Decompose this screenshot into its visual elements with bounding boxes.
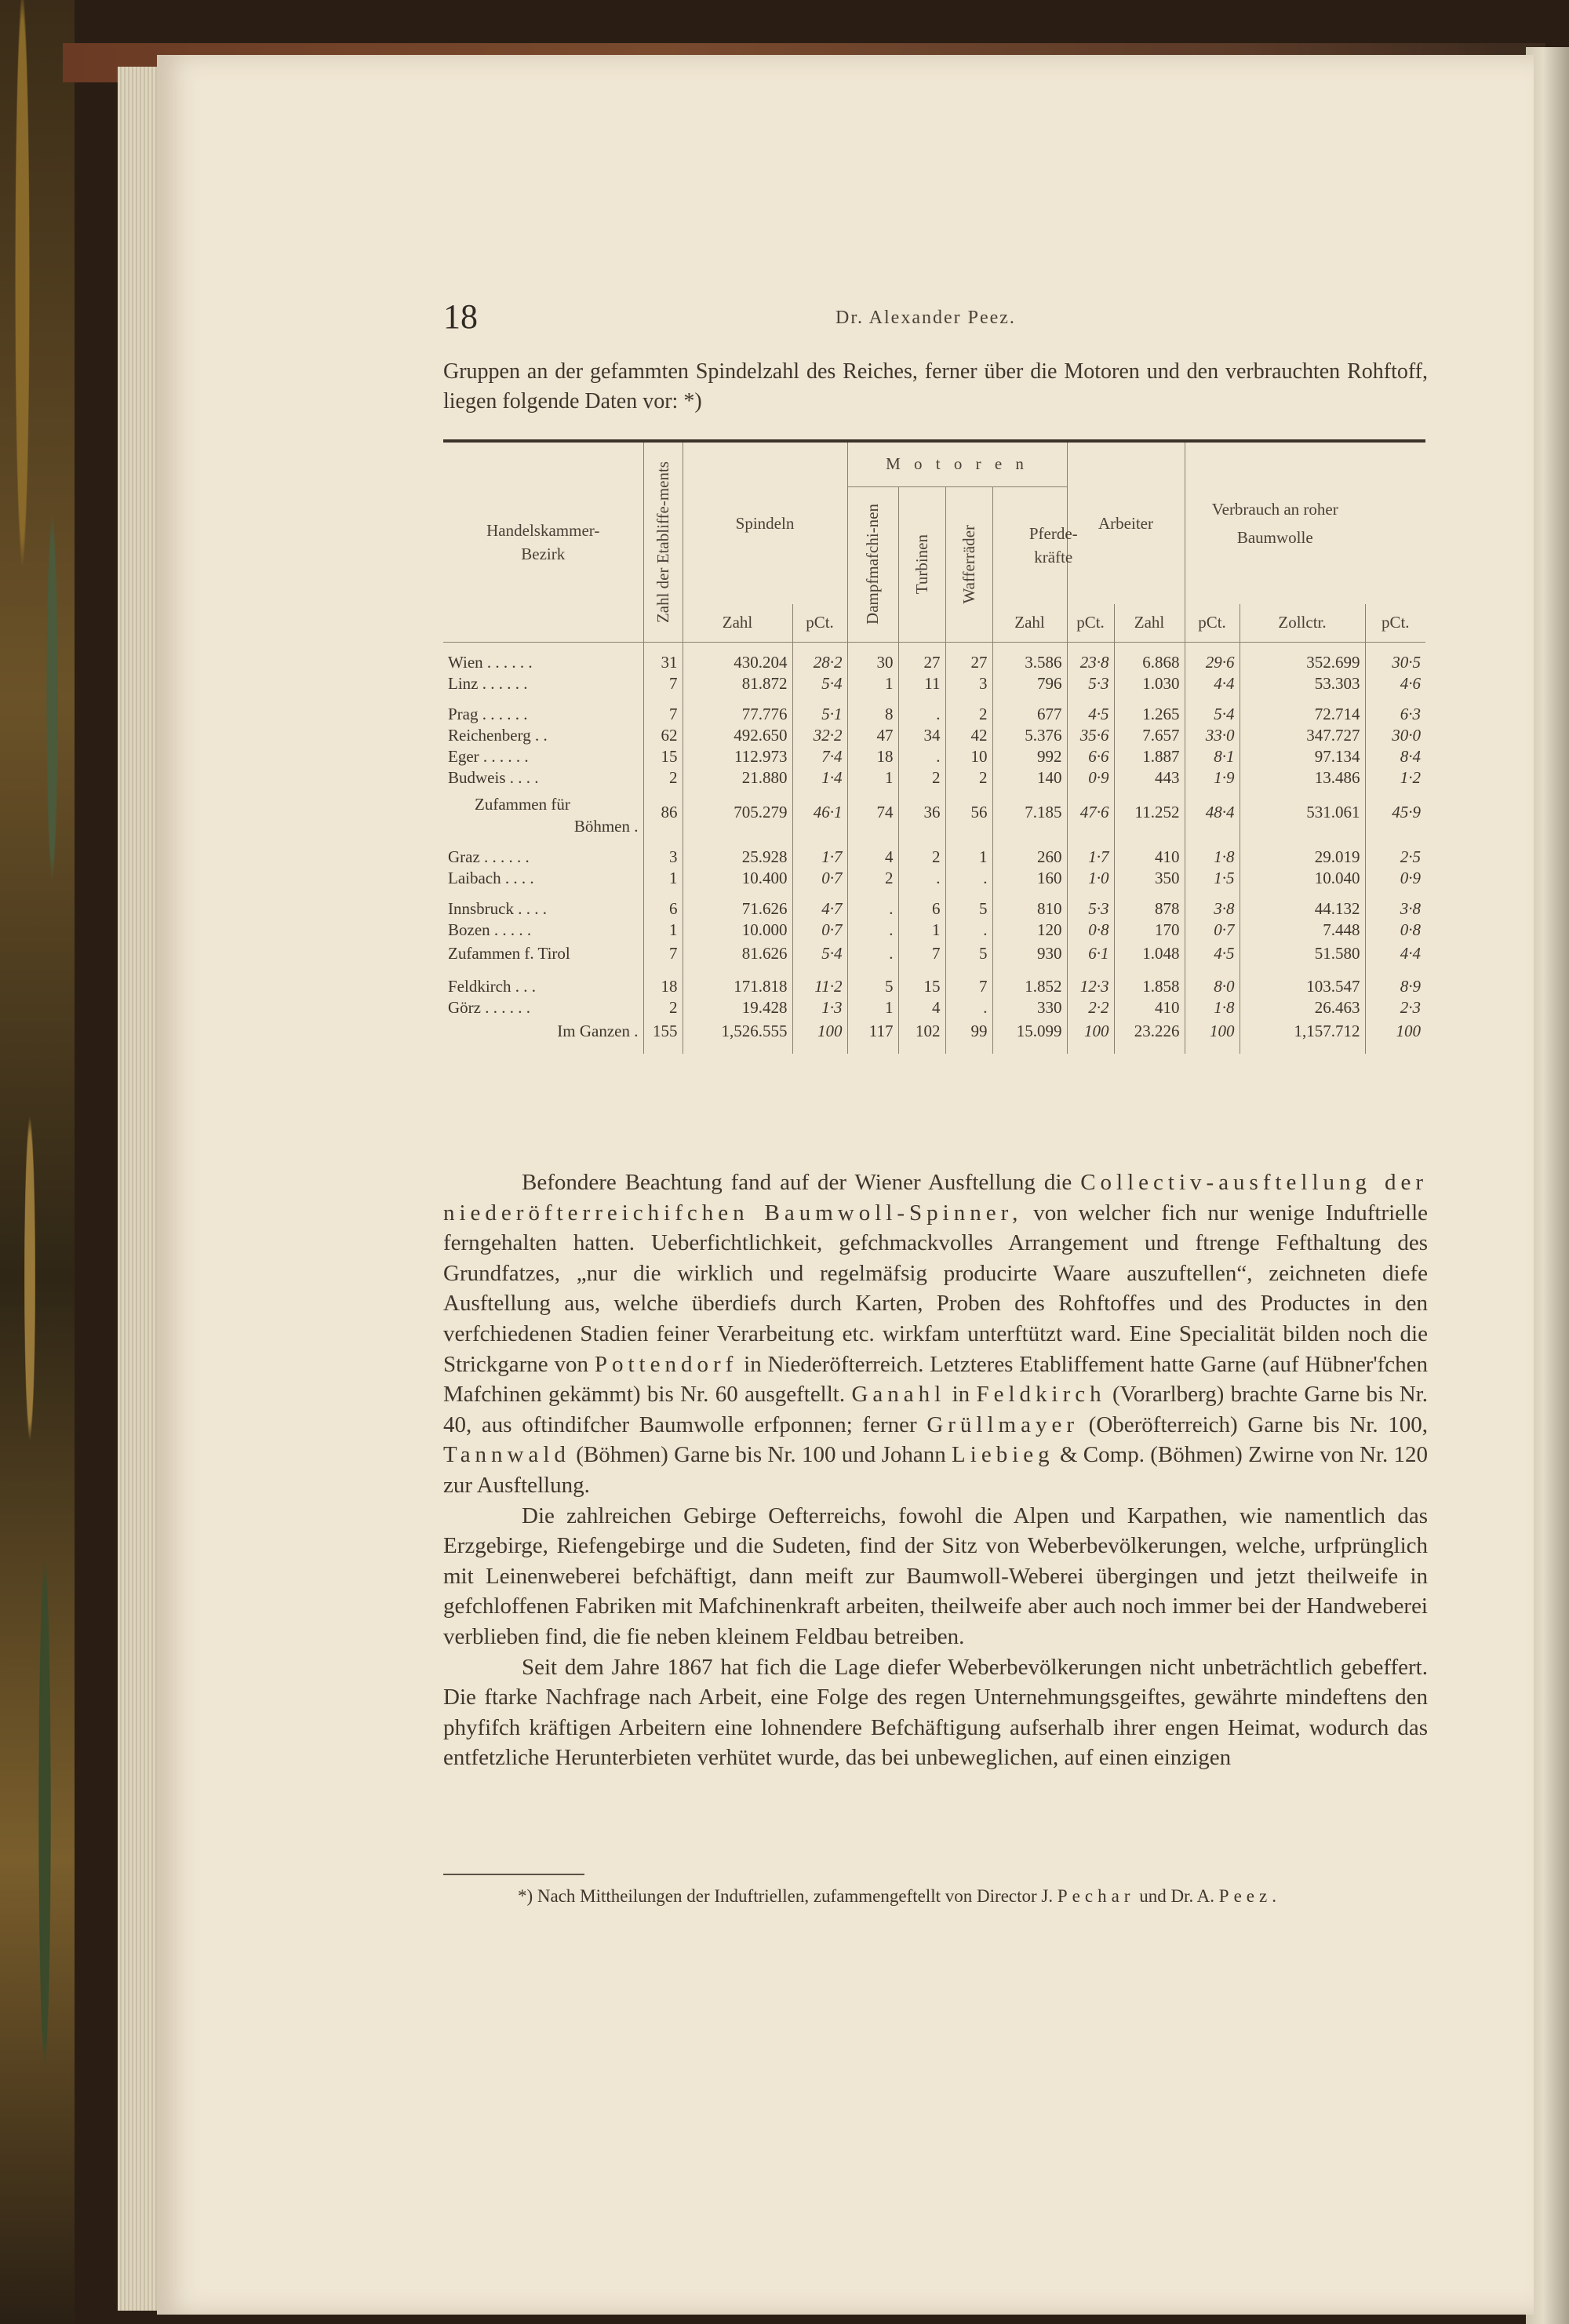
cell-verbrauch: 72.714 xyxy=(1240,704,1365,725)
cell-arbeiter-pct: 1·8 xyxy=(1185,847,1240,868)
cell-verbrauch-pct: 4·4 xyxy=(1365,941,1425,967)
cell-arbeiter: 1.048 xyxy=(1114,941,1185,967)
cell-etabl: 86 xyxy=(643,789,683,837)
data-table xyxy=(443,439,1425,1054)
cell-arbeiter: 170 xyxy=(1114,920,1185,941)
cell-arbeiter-pct: 33·0 xyxy=(1185,725,1240,746)
cell-spindeln-pct: 0·7 xyxy=(792,920,847,941)
cell-etabl: 18 xyxy=(643,976,683,997)
cell-pferde-pct: 6·6 xyxy=(1067,746,1114,767)
spaced-text: Tannwald xyxy=(443,1442,570,1468)
sub-head-zahl: Zahl xyxy=(683,604,792,642)
cell-verbrauch: 10.040 xyxy=(1240,868,1365,889)
cell-etabl: 2 xyxy=(643,997,683,1018)
col-head-wasser-text: Wafferräder xyxy=(959,524,978,604)
cell-dampf: 1 xyxy=(847,997,898,1018)
cell-verbrauch: 352.699 xyxy=(1240,652,1365,673)
cell-pferde: 3.586 xyxy=(992,652,1067,673)
cell-etabl: 62 xyxy=(643,725,683,746)
text-run: (Oberöfterreich) Garne bis Nr. 100, xyxy=(1088,1412,1429,1437)
cell-bezirk: Zufammen f. Tirol xyxy=(448,943,570,963)
cell-wasser: 2 xyxy=(945,767,992,789)
cell-arbeiter: 1.030 xyxy=(1114,673,1185,694)
cell-arbeiter: 1.265 xyxy=(1114,704,1185,725)
col-head-wasser xyxy=(945,486,992,642)
cell-pferde: 677 xyxy=(992,704,1067,725)
cell-wasser: 7 xyxy=(945,976,992,997)
footnote xyxy=(443,1885,1428,1908)
cell-pferde-pct: 5·3 xyxy=(1067,898,1114,920)
cell-wasser: 42 xyxy=(945,725,992,746)
cell-pferde: 5.376 xyxy=(992,725,1067,746)
cell-pferde-pct: 2·2 xyxy=(1067,997,1114,1018)
cell-spindeln: 10.400 xyxy=(683,868,792,889)
cell-spindeln-pct: 1·4 xyxy=(792,767,847,789)
cell-verbrauch: 44.132 xyxy=(1240,898,1365,920)
cell-spindeln-pct: 5·4 xyxy=(792,673,847,694)
cell-verbrauch: 97.134 xyxy=(1240,746,1365,767)
cell-turbinen: 6 xyxy=(898,898,945,920)
col-head-bezirk: Handelskammer-Bezirk xyxy=(443,443,643,642)
col-head-arbeiter: Arbeiter xyxy=(1067,443,1185,604)
text-run: *) Nach Mittheilungen der Induftriellen, zufammengeftellt von Director J. xyxy=(518,1886,1054,1906)
intro-paragraph: Gruppen an der gefammten Spindelzahl des Reiches, ferner über die Motoren und den verbrauchten Rohftoff, liegen folgende Daten vor: *) xyxy=(443,359,1428,413)
spaced-text: Liebieg xyxy=(952,1442,1054,1468)
cell-arbeiter: 878 xyxy=(1114,898,1185,920)
cell-dampf: 8 xyxy=(847,704,898,725)
text-run: (Vorarlberg) brachte Garne bis Nr. 40, aus oftindifcher Baumwolle erfponnen; ferner xyxy=(443,1382,1428,1437)
text-run: & Comp. (Böhmen) Zwirne von Nr. 120 zur Ausftellung. xyxy=(443,1442,1429,1498)
cell-bezirk: Linz . . . . . . xyxy=(448,673,528,693)
cell-etabl: 2 xyxy=(643,767,683,789)
cell-pferde: 330 xyxy=(992,997,1067,1018)
cell-spindeln: 81.872 xyxy=(683,673,792,694)
table-row-subtotal xyxy=(443,941,1425,967)
cell-pferde: 7.185 xyxy=(992,789,1067,837)
cell-verbrauch-pct: 3·8 xyxy=(1365,898,1425,920)
cell-pferde: 992 xyxy=(992,746,1067,767)
col-head-pferde: Pferde-kräfte xyxy=(992,486,1114,604)
cell-spindeln: 430.204 xyxy=(683,652,792,673)
cell-wasser: 2 xyxy=(945,704,992,725)
table-row xyxy=(443,746,1425,767)
cell-arbeiter: 410 xyxy=(1114,847,1185,868)
cell-bezirk-line2: Böhmen . xyxy=(573,816,639,836)
cell-spindeln-pct: 0·7 xyxy=(792,868,847,889)
cell-turbinen: 102 xyxy=(898,1018,945,1044)
cell-spindeln: 705.279 xyxy=(683,789,792,837)
cell-verbrauch-pct: 0·9 xyxy=(1365,868,1425,889)
cell-spindeln-pct: 1·7 xyxy=(792,847,847,868)
cell-pferde-pct: 100 xyxy=(1067,1018,1114,1044)
cell-dampf: 4 xyxy=(847,847,898,868)
cell-bezirk: Innsbruck . . . . xyxy=(448,898,547,918)
sub-head-zollctr: Zollctr. xyxy=(1240,604,1365,642)
cell-etabl: 155 xyxy=(643,1018,683,1044)
cell-turbinen: 7 xyxy=(898,941,945,967)
cell-pferde-pct: 5·3 xyxy=(1067,673,1114,694)
page-number: 18 xyxy=(443,297,478,336)
text-run: in Niederöfterreich. Letzteres Etabliffement hatte Garne (auf Hübner'fchen Mafchinen gekämmt) bis Nr. 60 ausgeftellt. xyxy=(443,1351,1429,1408)
cell-arbeiter-pct: 3·8 xyxy=(1185,898,1240,920)
cell-verbrauch-pct: 0·8 xyxy=(1365,920,1425,941)
cell-verbrauch-pct: 4·6 xyxy=(1365,673,1425,694)
cell-dampf: 74 xyxy=(847,789,898,837)
cell-arbeiter-pct: 1·8 xyxy=(1185,997,1240,1018)
cell-verbrauch: 531.061 xyxy=(1240,789,1365,837)
table-row xyxy=(443,868,1425,889)
col-head-turbinen-text: Turbinen xyxy=(912,534,931,595)
cell-arbeiter-pct: 4·5 xyxy=(1185,941,1240,967)
sub-head-pct: pCt. xyxy=(1067,604,1114,642)
cell-arbeiter: 1.858 xyxy=(1114,976,1185,997)
body-text xyxy=(443,1167,1428,1773)
cell-spindeln: 10.000 xyxy=(683,920,792,941)
cell-dampf: . xyxy=(847,898,898,920)
cell-bezirk: Budweis . . . . xyxy=(448,767,539,787)
col-head-etablissements xyxy=(643,443,683,642)
cell-etabl: 6 xyxy=(643,898,683,920)
cell-turbinen: 27 xyxy=(898,652,945,673)
cell-arbeiter-pct: 100 xyxy=(1185,1018,1240,1044)
cell-spindeln-pct: 4·7 xyxy=(792,898,847,920)
cell-verbrauch-pct: 45·9 xyxy=(1365,789,1425,837)
cell-dampf: 1 xyxy=(847,767,898,789)
text-run: Befondere Beachtung fand auf der Wiener Ausftellung die xyxy=(522,1170,1072,1195)
cell-turbinen: 11 xyxy=(898,673,945,694)
paragraph-2: Die zahlreichen Gebirge Oefterreichs, fowohl die Alpen und Karpathen, wie namentlich das Erzgebirge, Riefengebirge und die Sudeten, find der Sitz von Weberbevölkerungen, welche, urfprünglich mit Leinenweberei befchäftigt, dann meift zur Baumwoll-Weberei übergingen und jetzt theilweife in gefchloffenen Fabriken mit Mafchinenkraft arbeiten, theilweife aber auch noch immer bei der Handweberei verblieben find, die fie neben kleinem Feldbau betreiben. xyxy=(443,1503,1428,1649)
cell-spindeln-pct: 100 xyxy=(792,1018,847,1044)
cell-arbeiter-pct: 48·4 xyxy=(1185,789,1240,837)
spaced-text: Peez. xyxy=(1218,1886,1281,1906)
cell-wasser: 5 xyxy=(945,898,992,920)
cell-pferde-pct: 12·3 xyxy=(1067,976,1114,997)
cell-verbrauch-pct: 8·4 xyxy=(1365,746,1425,767)
text-run: und Dr. A. xyxy=(1139,1886,1215,1906)
cell-pferde-pct: 35·6 xyxy=(1067,725,1114,746)
cell-pferde: 160 xyxy=(992,868,1067,889)
cell-pferde-pct: 23·8 xyxy=(1067,652,1114,673)
cell-turbinen: 1 xyxy=(898,920,945,941)
cell-arbeiter: 350 xyxy=(1114,868,1185,889)
cell-turbinen: 15 xyxy=(898,976,945,997)
cell-verbrauch: 347.727 xyxy=(1240,725,1365,746)
col-head-spindeln: Spindeln xyxy=(683,443,847,604)
cell-wasser: 10 xyxy=(945,746,992,767)
cell-spindeln-pct: 28·2 xyxy=(792,652,847,673)
cell-arbeiter-pct: 1·9 xyxy=(1185,767,1240,789)
cell-dampf: 1 xyxy=(847,673,898,694)
cell-wasser: 99 xyxy=(945,1018,992,1044)
cell-pferde-pct: 0·8 xyxy=(1067,920,1114,941)
cell-pferde: 15.099 xyxy=(992,1018,1067,1044)
cell-spindeln: 77.776 xyxy=(683,704,792,725)
table-row-subtotal xyxy=(443,789,1425,837)
cell-spindeln: 112.973 xyxy=(683,746,792,767)
cell-verbrauch: 13.486 xyxy=(1240,767,1365,789)
cell-bezirk: Prag . . . . . . xyxy=(448,704,528,723)
cell-etabl: 1 xyxy=(643,920,683,941)
table-row xyxy=(443,997,1425,1018)
sub-head-zahl: Zahl xyxy=(1114,604,1185,642)
col-head-etablissements-text: Zahl der Etabliffe-ments xyxy=(653,461,672,623)
cell-dampf: 117 xyxy=(847,1018,898,1044)
text-run: (Böhmen) Garne bis Nr. 100 und Johann xyxy=(576,1442,946,1468)
cell-wasser: . xyxy=(945,868,992,889)
cell-turbinen: 2 xyxy=(898,847,945,868)
spaced-text: Pechar xyxy=(1057,1886,1135,1906)
table-row xyxy=(443,898,1425,920)
spaced-text: Feldkirch xyxy=(976,1382,1106,1408)
cell-etabl: 7 xyxy=(643,704,683,725)
cell-verbrauch-pct: 30·0 xyxy=(1365,725,1425,746)
col-head-verbrauch: Verbrauch an roher Baumwolle xyxy=(1185,443,1365,604)
cell-turbinen: 34 xyxy=(898,725,945,746)
marbled-edge xyxy=(0,0,75,2324)
spaced-text: Pottendorf xyxy=(594,1351,738,1377)
cell-dampf: 5 xyxy=(847,976,898,997)
spaced-text: Grüllmayer xyxy=(926,1412,1079,1437)
paragraph-1 xyxy=(443,1167,1428,1501)
cell-bezirk: Im Ganzen . xyxy=(557,1021,639,1040)
cell-pferde-pct: 47·6 xyxy=(1067,789,1114,837)
cell-pferde-pct: 4·5 xyxy=(1067,704,1114,725)
sub-head-zahl: Zahl xyxy=(992,604,1067,642)
table-row xyxy=(443,847,1425,868)
cell-turbinen: 36 xyxy=(898,789,945,837)
cell-etabl: 7 xyxy=(643,673,683,694)
cell-pferde: 1.852 xyxy=(992,976,1067,997)
table-row xyxy=(443,725,1425,746)
paragraph-3: Seit dem Jahre 1867 hat fich die Lage diefer Weberbevölkerungen nicht unbeträchtlich gebeffert. Die ftarke Nachfrage nach Arbeit, eine Folge des regen Unternehmungsgeiftes, gewährte mindeftens den phyfifch kräftigen Arbeitern eine lohnendere Befchäftigung aufserhalb ihrer engen Heimat, wodurch das entfetzliche Herunterbieten verhütet wurde, das bei unbeweglichen, auf einen einzigen xyxy=(443,1654,1428,1771)
cell-dampf: 30 xyxy=(847,652,898,673)
cell-verbrauch-pct: 8·9 xyxy=(1365,976,1425,997)
cell-spindeln: 21.880 xyxy=(683,767,792,789)
cell-arbeiter: 6.868 xyxy=(1114,652,1185,673)
cell-turbinen: . xyxy=(898,704,945,725)
cell-verbrauch-pct: 100 xyxy=(1365,1018,1425,1044)
cell-etabl: 7 xyxy=(643,941,683,967)
cell-wasser: 5 xyxy=(945,941,992,967)
cell-dampf: 2 xyxy=(847,868,898,889)
cell-dampf: . xyxy=(847,941,898,967)
cell-spindeln-pct: 7·4 xyxy=(792,746,847,767)
cell-verbrauch: 1,157.712 xyxy=(1240,1018,1365,1044)
cell-arbeiter-pct: 4·4 xyxy=(1185,673,1240,694)
cell-spindeln-pct: 11·2 xyxy=(792,976,847,997)
cell-spindeln: 71.626 xyxy=(683,898,792,920)
cell-dampf: . xyxy=(847,920,898,941)
cell-verbrauch: 53.303 xyxy=(1240,673,1365,694)
cell-pferde: 796 xyxy=(992,673,1067,694)
cell-verbrauch-pct: 2·3 xyxy=(1365,997,1425,1018)
cell-etabl: 31 xyxy=(643,652,683,673)
cell-verbrauch: 51.580 xyxy=(1240,941,1365,967)
cell-bezirk: Graz . . . . . . xyxy=(448,847,530,866)
table-row-total xyxy=(443,1018,1425,1044)
table-row xyxy=(443,767,1425,789)
cell-pferde-pct: 1·7 xyxy=(1067,847,1114,868)
cell-bezirk: Feldkirch . . . xyxy=(448,976,536,996)
cell-bezirk: Eger . . . . . . xyxy=(448,746,529,766)
cell-turbinen: 4 xyxy=(898,997,945,1018)
cell-spindeln-pct: 5·1 xyxy=(792,704,847,725)
cell-verbrauch-pct: 1·2 xyxy=(1365,767,1425,789)
cell-spindeln: 171.818 xyxy=(683,976,792,997)
cell-verbrauch-pct: 6·3 xyxy=(1365,704,1425,725)
cell-pferde: 930 xyxy=(992,941,1067,967)
cell-pferde-pct: 6·1 xyxy=(1067,941,1114,967)
cell-wasser: 56 xyxy=(945,789,992,837)
cell-verbrauch: 26.463 xyxy=(1240,997,1365,1018)
text-run: in xyxy=(952,1382,970,1408)
spaced-text: Ganahl xyxy=(851,1382,946,1408)
cell-pferde: 260 xyxy=(992,847,1067,868)
cell-etabl: 15 xyxy=(643,746,683,767)
cell-verbrauch-pct: 2·5 xyxy=(1365,847,1425,868)
cell-arbeiter-pct: 5·4 xyxy=(1185,704,1240,725)
cell-arbeiter-pct: 0·7 xyxy=(1185,920,1240,941)
spaced-text: Collectiv-ausftellung der niederöfterreichifchen Baumwoll-Spinner, xyxy=(443,1170,1429,1226)
cell-spindeln: 492.650 xyxy=(683,725,792,746)
table-row xyxy=(443,976,1425,997)
cell-spindeln-pct: 46·1 xyxy=(792,789,847,837)
text-run: von welcher fich nur wenige Induftrielle ferngehalten hatten. Ueberfichtlichkeit, gefchmackvolles Arrangement und ftrenge Fefthaltung des Grundfatzes, „nur die wirklich und regelmäfsig producirte Waare auszuftellen“, zeichneten diefe Ausftellung aus, welche überdiefs durch Karten, Proben des Rohftoffes und des Productes in den verfchiedenen Stadien feiner Verarbeitung etc. wirkfam unterftützt ward. Eine Specialität bilden noch die Strickgarne von xyxy=(443,1200,1429,1377)
cell-arbeiter: 1.887 xyxy=(1114,746,1185,767)
cell-turbinen: . xyxy=(898,746,945,767)
running-head: Dr. Alexander Peez. xyxy=(835,308,1016,328)
cell-arbeiter: 7.657 xyxy=(1114,725,1185,746)
cell-dampf: 18 xyxy=(847,746,898,767)
col-head-dampf-text: Dampfmafchi-nen xyxy=(863,504,882,625)
cell-bezirk xyxy=(443,789,643,837)
cell-bezirk: Görz . . . . . . xyxy=(448,997,530,1017)
cell-arbeiter-pct: 1·5 xyxy=(1185,868,1240,889)
page-header xyxy=(443,297,1424,336)
cell-bezirk: Reichenberg . . xyxy=(448,725,548,745)
table-row xyxy=(443,652,1425,673)
cell-etabl: 3 xyxy=(643,847,683,868)
footnote-rule xyxy=(443,1874,584,1875)
cell-spindeln: 81.626 xyxy=(683,941,792,967)
cell-arbeiter-pct: 29·6 xyxy=(1185,652,1240,673)
cell-bezirk: Bozen . . . . . xyxy=(448,920,532,939)
cell-pferde-pct: 1·0 xyxy=(1067,868,1114,889)
table-row xyxy=(443,704,1425,725)
cell-arbeiter: 23.226 xyxy=(1114,1018,1185,1044)
sub-head-pct: pCt. xyxy=(1185,604,1240,642)
cell-pferde: 810 xyxy=(992,898,1067,920)
cell-spindeln: 25.928 xyxy=(683,847,792,868)
cell-dampf: 47 xyxy=(847,725,898,746)
cell-arbeiter-pct: 8·1 xyxy=(1185,746,1240,767)
cell-bezirk-line1: Zufammen für xyxy=(475,794,570,814)
cell-wasser: . xyxy=(945,920,992,941)
cell-wasser: 27 xyxy=(945,652,992,673)
col-head-turbinen xyxy=(898,486,945,642)
table-row xyxy=(443,920,1425,941)
col-head-dampf xyxy=(847,486,898,642)
cell-bezirk: Wien . . . . . . xyxy=(448,652,533,672)
cell-arbeiter: 443 xyxy=(1114,767,1185,789)
cell-wasser: 3 xyxy=(945,673,992,694)
sub-head-pct: pCt. xyxy=(792,604,847,642)
cell-wasser: 1 xyxy=(945,847,992,868)
cell-verbrauch: 103.547 xyxy=(1240,976,1365,997)
cell-verbrauch: 29.019 xyxy=(1240,847,1365,868)
cell-bezirk: Laibach . . . . xyxy=(448,868,534,887)
cell-spindeln-pct: 32·2 xyxy=(792,725,847,746)
cell-verbrauch: 7.448 xyxy=(1240,920,1365,941)
cell-pferde: 120 xyxy=(992,920,1067,941)
cell-arbeiter-pct: 8·0 xyxy=(1185,976,1240,997)
cell-spindeln-pct: 5·4 xyxy=(792,941,847,967)
cell-wasser: . xyxy=(945,997,992,1018)
cell-spindeln: 1,526.555 xyxy=(683,1018,792,1044)
cell-turbinen: 2 xyxy=(898,767,945,789)
cell-verbrauch-pct: 30·5 xyxy=(1365,652,1425,673)
cell-spindeln-pct: 1·3 xyxy=(792,997,847,1018)
cell-arbeiter: 11.252 xyxy=(1114,789,1185,837)
col-head-motoren: M o t o r e n xyxy=(847,443,1067,486)
sub-head-pct: pCt. xyxy=(1365,604,1425,642)
cell-turbinen: . xyxy=(898,868,945,889)
cell-etabl: 1 xyxy=(643,868,683,889)
cotton-statistics-table xyxy=(443,439,1425,1054)
cell-arbeiter: 410 xyxy=(1114,997,1185,1018)
cell-pferde-pct: 0·9 xyxy=(1067,767,1114,789)
table-row xyxy=(443,673,1425,694)
cell-spindeln: 19.428 xyxy=(683,997,792,1018)
cell-pferde: 140 xyxy=(992,767,1067,789)
